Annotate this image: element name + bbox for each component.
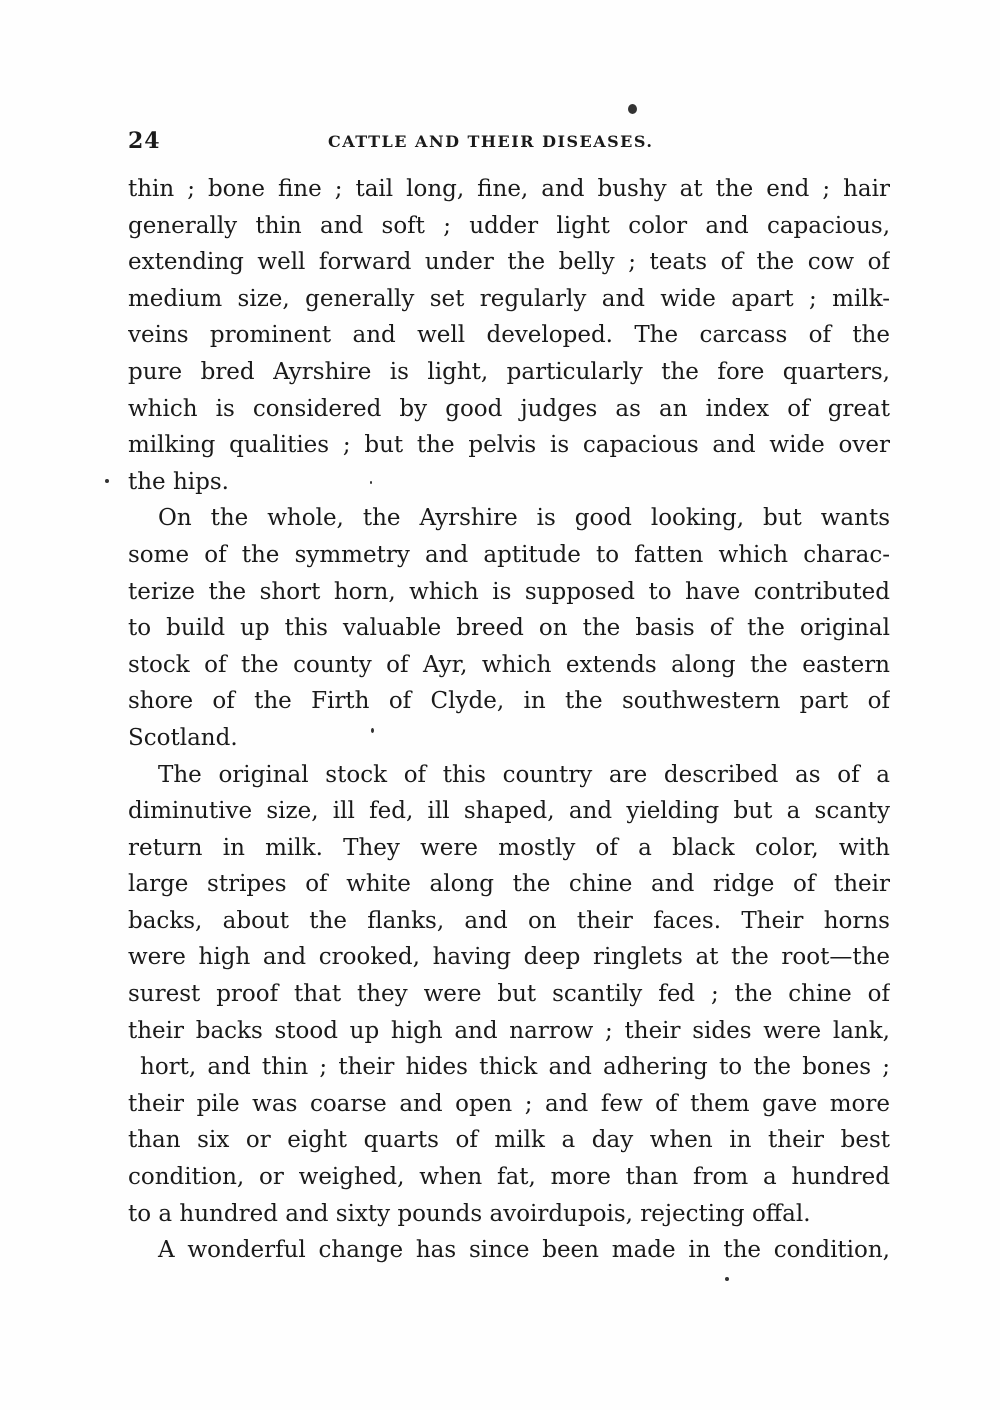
text-line: surest proof that they were but scantily fed ; the chine of [128, 981, 890, 1008]
scan-speck [371, 728, 374, 733]
text-line: some of the symmetry and aptitude to fatten which charac- [128, 541, 890, 568]
text-line: backs, about the flanks, and on their faces. Their horns [128, 907, 890, 934]
text-line: Scotland. [128, 724, 238, 751]
text-line: medium size, generally set regularly and wide apart ; milk- [128, 285, 890, 312]
text-line: terize the short horn, which is supposed to have contributed [128, 578, 890, 605]
text-line: than six or eight quarts of milk a day when in their best [128, 1127, 890, 1154]
text-line: the hips. [128, 468, 229, 495]
text-line: diminutive size, ill fed, ill shaped, and yielding but a scanty [128, 798, 890, 825]
text-line: to a hundred and sixty pounds avoirdupois, rejecting offal. [128, 1200, 811, 1227]
text-line: return in milk. They were mostly of a black color, with [128, 834, 890, 861]
running-head: CATTLE AND THEIR DISEASES. [328, 132, 654, 151]
text-line: hort, and thin ; their hides thick and adhering to the bones ; [140, 1054, 890, 1081]
text-line: On the whole, the Ayrshire is good looking, but wants [158, 505, 890, 532]
page-header [128, 128, 888, 158]
text-line: which is considered by good judges as an index of great [128, 395, 890, 422]
text-line: A wonderful change has since been made in the condition, [158, 1237, 890, 1264]
text-line: were high and crooked, having deep ringlets at the root—the [128, 944, 890, 971]
text-line: large stripes of white along the chine and ridge of their [128, 871, 890, 898]
text-line: condition, or weighed, when fat, more than from a hundred [128, 1164, 890, 1191]
text-line: veins prominent and well developed. The carcass of the [128, 322, 890, 349]
text-line: milking qualities ; but the pelvis is capacious and wide over [128, 432, 890, 459]
text-line: generally thin and soft ; udder light color and capacious, [128, 212, 890, 239]
body-text [128, 171, 890, 1269]
text-line: their backs stood up high and narrow ; their sides were lank, [128, 1017, 890, 1044]
text-line: to build up this valuable breed on the basis of the original [128, 615, 890, 642]
text-line: shore of the Firth of Clyde, in the southwestern part of [128, 688, 890, 715]
text-line: extending well forward under the belly ; teats of the cow of [128, 249, 890, 276]
text-line: pure bred Ayrshire is light, particularly the fore quarters, [128, 358, 890, 385]
scan-speck [725, 1277, 729, 1281]
scan-speck [628, 104, 637, 114]
text-line: thin ; bone fine ; tail long, fine, and bushy at the end ; hair [128, 176, 890, 202]
page-number: 24 [128, 128, 161, 154]
scan-speck [105, 479, 109, 483]
text-line: stock of the county of Ayr, which extends along the eastern [128, 651, 890, 678]
scan-speck [370, 481, 372, 484]
text-line: their pile was coarse and open ; and few of them gave more [128, 1090, 890, 1117]
text-line: The original stock of this country are described as of a [158, 761, 890, 788]
